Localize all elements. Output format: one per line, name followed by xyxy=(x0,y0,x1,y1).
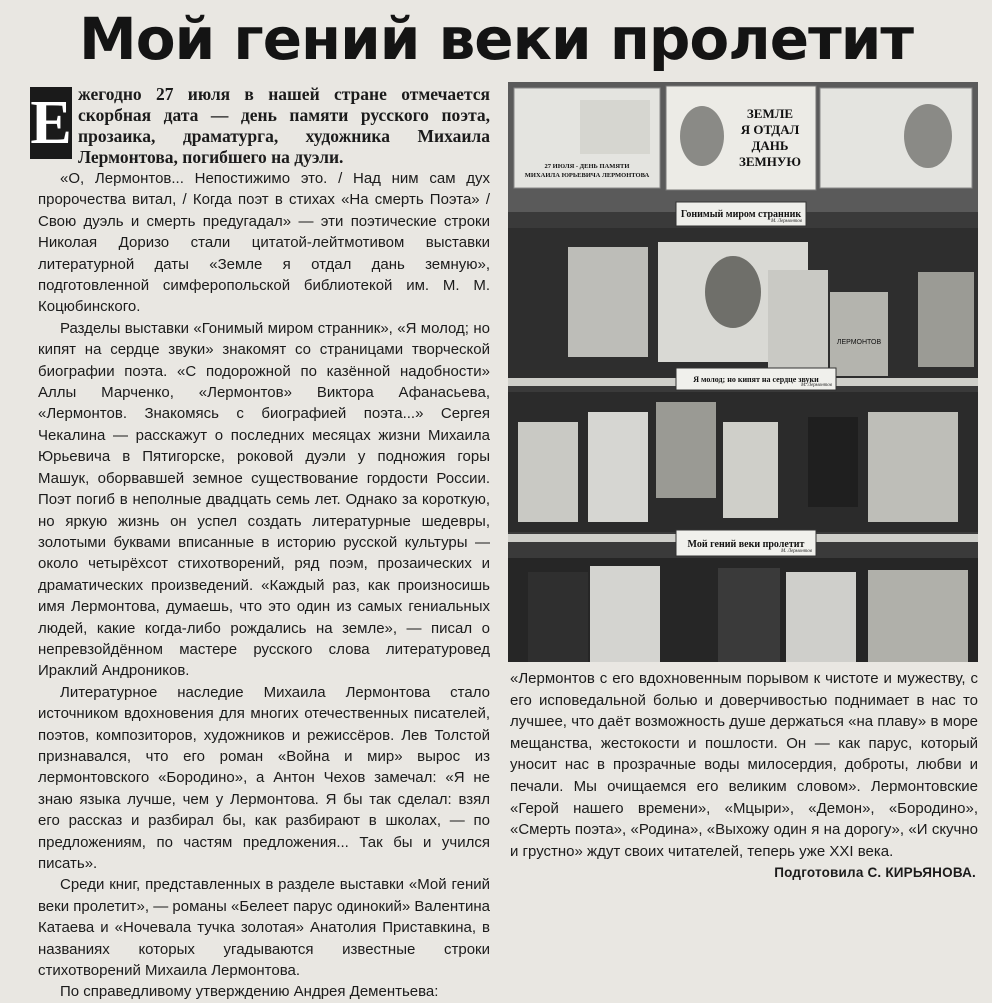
shelf-sign-2-text: Я молод; но кипят на сердце звуки xyxy=(693,375,819,384)
article-paragraph: «О, Лермонтов... Непостижимо это. / Над ним сам дух пророчества витал, / Когда поэт в стихах «На смерть Поэта» / Свою дуэль и смерть предугадал» — эти поэтические строки Николая Доризо стали цитатой-лейтмотивом выставки литературной даты «Земле я отдал дань земную», подготовленной симферопольской библиотекой им. М. М. Коцюбинского. xyxy=(38,170,490,316)
exhibition-photo xyxy=(508,82,978,662)
article-paragraph: По справедливому утверждению Андрея Дементьева: xyxy=(60,983,439,1001)
article-paragraph: Среди книг, представленных в разделе выставки «Мой гений веки пролетит», — романы «Белеет парус одинокий» Валентина Катаева и «Ночевала тучка золотая» Анатолия Приставкина, в названиях которых угадываются известные строки стихотворений Михаила Лермонтова. xyxy=(38,876,490,980)
article-lead xyxy=(30,84,490,168)
shelf-sign-3-text: Мой гений веки пролетит xyxy=(687,539,805,550)
book-title: ЛЕРМОНТОВ xyxy=(836,339,882,346)
article-continuation: «Лермонтов с его вдохновенным порывом к чистоте и мужеству, с его исповедальной болью и доверчивостью поднимает в нас то лучшее, что даёт возможность душе держаться «на плаву» в море мещанства, жестокости и пошлости. Он — как парус, который уносит нас в прозрачные воды милосердия, доброты, любви и печали. Мы очищаемся его великим словом». Лермонтовские «Герой нашего времени», «Мцыри», «Демон», «Бородино», «Смерть поэта», «Родина», «Выхожу один я на дорогу», «И скучно и грустно» ждут своих читателей, теперь уже XXI века. xyxy=(510,670,978,860)
exhibition-photo-drawing xyxy=(508,82,978,662)
sign-author: М. Лермонтов xyxy=(801,383,832,388)
article-paragraph: Литературное наследие Михаила Лермонтова стало источником вдохновения для многих отечественных писателей, поэтов, композиторов, художников и режиссёров. Лев Толстой признавался, что его роман «Война и мир» вырос из лермонтовского «Бородино», а Антон Чехов замечал: «Я не знаю языка лучше, чем у Лермонтова. Я бы так сделал: взял его рассказ и разбирал бы, как разбирают в школах, — по предложениям, по частям предложения... Так бы и учился писать». xyxy=(38,683,490,872)
sign-author: М. Лермонтов xyxy=(771,219,802,224)
banner-left-caption: 27 ИЮЛЯ - ДЕНЬ ПАМЯТИ МИХАИЛА ЮРЬЕВИЧА ЛЕРМОНТОВА xyxy=(524,163,650,179)
article-right-column xyxy=(510,668,978,862)
lead-text: жегодно 27 июля в нашей стране отмечается скорбная дата — день памяти русского поэта, прозаика, драматурга, художника Михаила Лермонтова, погибшего на дуэли. xyxy=(78,84,490,167)
article-headline: Мой гений веки пролетит xyxy=(79,5,913,73)
article-left-column xyxy=(30,84,490,1003)
article-paragraph: Разделы выставки «Гонимый миром странник», «Я молод; но кипят на сердце звуки» знакомят со страницами творческой биографии поэта. «С подорожной по казённой надобности» Аллы Марченко, «Лермонтов» Виктора Афанасьева, «Лермонтов. Знакомясь с биографией поэта...» Сергея Чекалина — расскажут о последних месяцах жизни Михаила Юрьевича в Пятигорске, роковой дуэли у подножия горы Машук, оборвавшей земное существование гордости России. Поэт погиб в неполные двадцать семь лет. Однако за короткую, но яркую жизнь он успел создать литературные шедевры, золотыми буквами вписанные в историю русской культуры — около четырёхсот стихотворений, ряд поэм, прозаических и драматических произведений. «Каждый раз, как произносишь имя Лермонтова, думаешь, что это один из самых гениальных людей, какие когда-либо рождались на земле», — писал о непревзойдённом мастере русского слова литературовед Ираклий Андроников. xyxy=(38,319,490,680)
author-byline: Подготовила С. КИРЬЯНОВА. xyxy=(774,865,976,880)
book-lermontov xyxy=(830,292,888,376)
sign-author: М. Лермонтов xyxy=(781,549,812,554)
banner-center-text: ЗЕМЛЕ Я ОТДАЛ ДАНЬ ЗЕМНУЮ xyxy=(738,106,802,169)
drop-cap: Е xyxy=(30,89,72,157)
shelf-sign-1-text: Гонимый миром странник xyxy=(680,209,802,220)
